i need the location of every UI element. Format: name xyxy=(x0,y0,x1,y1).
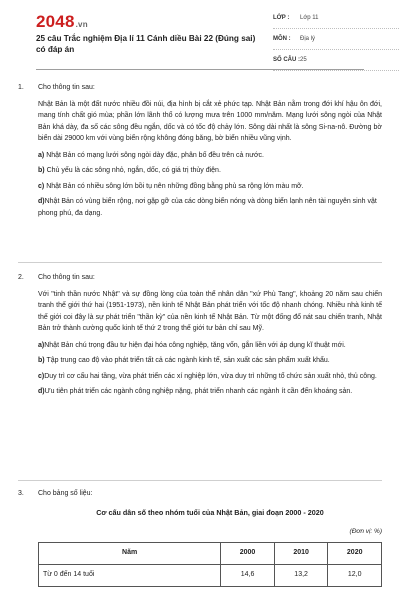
option-d xyxy=(38,196,382,219)
option-text: Nhật Bản chú trọng đầu tư hiện đại hóa công nghiệp, tăng vốn, gắn liền với áp dụng kĩ thuật mới. xyxy=(44,341,346,349)
question-body xyxy=(38,82,382,219)
meta-row-subject xyxy=(273,33,400,50)
question-intro: Cho bảng số liệu: xyxy=(38,490,93,497)
option-label: b) xyxy=(38,357,45,364)
question-2 xyxy=(18,272,382,398)
table-cell: 14,6 xyxy=(221,564,275,586)
meta-value: Địa lý xyxy=(300,36,316,42)
question-body xyxy=(38,488,382,587)
question-divider xyxy=(18,480,382,481)
option-text: Nhật Bản có vùng biển rộng, nơi gặp gỡ của các dòng biển nóng và dòng biển lạnh nên tài nguyên sinh vật phong phú, đa dạng. xyxy=(38,198,377,217)
option-label: b) xyxy=(38,167,45,174)
table-row xyxy=(39,564,382,586)
question-passage: Với "tinh thần nước Nhật" và sự đồng lòng của toàn thể nhân dân "xứ Phù Tang", khoảng 20 năm sau chiến tranh thế giới thứ hai (1951-1973), nền kinh tế Nhật Bản phát triển với tốc độ nhanh chóng. Nhiều nhà kinh tế thế giới coi đây là sự phát triển "thần kỳ" của nền kinh tế Nhật Bản. Từ một đống đổ nát sau chiến tranh, Nhật Bản trở thành cường quốc kinh tế thứ 2 trong thế giới tư bản chỉ sau Mỹ. xyxy=(38,290,382,332)
question-3 xyxy=(18,488,382,587)
option-text: Duy trì cơ cấu hai tầng, vừa phát triển các xí nghiệp lớn, vừa duy trì những tổ chức sản xuất nhỏ, thủ công. xyxy=(44,372,377,380)
question-body xyxy=(38,272,382,398)
header-divider xyxy=(36,69,364,70)
question-intro: Cho thông tin sau: xyxy=(38,274,95,281)
question-intro: Cho thông tin sau: xyxy=(38,84,95,91)
table-header-row xyxy=(39,542,382,564)
meta-value: 25 xyxy=(300,57,307,63)
table-cell: 12,0 xyxy=(328,564,382,586)
meta-row-class xyxy=(273,12,400,29)
option-label: d) xyxy=(38,388,45,395)
document-title: 25 câu Trắc nghiệm Địa lí 11 Cánh diều Bài 22 (Đúng sai) có đáp án xyxy=(36,34,256,54)
question-1 xyxy=(18,82,382,219)
option-c xyxy=(38,181,382,193)
data-table xyxy=(38,542,382,587)
table-cell: 13,2 xyxy=(274,564,328,586)
table-cell: Từ 0 đến 14 tuổi xyxy=(39,564,221,586)
table-header-cell: 2010 xyxy=(274,542,328,564)
document-header xyxy=(18,0,382,76)
meta-key: MÔN : xyxy=(273,36,291,42)
option-label: c) xyxy=(38,182,45,190)
option-label: a) xyxy=(38,151,45,159)
option-label: a) xyxy=(38,341,45,349)
option-d xyxy=(38,386,382,398)
option-c xyxy=(38,371,382,383)
meta-key: LỚP : xyxy=(273,15,290,21)
option-b xyxy=(38,355,382,367)
option-text: Nhật Bản có mạng lưới sông ngòi dày đặc, phân bố đều trên cả nước. xyxy=(46,151,264,159)
meta-key: SỐ CÂU : xyxy=(273,57,300,63)
question-number: 1. xyxy=(18,84,24,91)
meta-value: Lớp 11 xyxy=(300,15,319,21)
question-divider xyxy=(18,262,382,263)
question-number: 2. xyxy=(18,274,24,281)
table-header-cell: 2020 xyxy=(328,542,382,564)
table-unit: (Đơn vị: %) xyxy=(349,528,382,535)
logo-text: 2048 xyxy=(36,12,75,31)
logo-suffix: .vn xyxy=(75,20,88,29)
question-passage: Nhật Bản là một đất nước nhiều đồi núi, địa hình bị cắt xẻ phức tạp. Nhật Bản nằm trong đới khí hậu ôn đới, mang tính chất gió mùa; phần lớn lãnh thổ có lượng mưa trên 1000 mm/năm. Mạng lưới sông ngòi của Nhật Bản khá dày, đa số các sông đều ngắn, dốc và có tốc độ chảy lớn. Sông dài nhất là sông Si-na-nô. Đường bờ biển dài 29000 km với vùng biển rộng không đóng băng, bờ biển nhiều vũng vịnh. xyxy=(38,100,382,142)
option-b xyxy=(38,165,382,177)
table-header-cell: Năm xyxy=(39,542,221,564)
option-a xyxy=(38,340,382,352)
question-number: 3. xyxy=(18,490,24,497)
option-text: Chủ yếu là các sông nhỏ, ngắn, dốc, có giá trị thủy điện. xyxy=(46,167,221,174)
option-text: Nhật Bản có nhiều sông lớn bồi tụ nên những đồng bằng phù sa rộng lớn màu mỡ. xyxy=(46,182,304,190)
table-header-cell: 2000 xyxy=(221,542,275,564)
option-text: Ưu tiên phát triển các ngành công nghiệp nặng, phát triển nhanh các ngành ít cần đến khoáng sản. xyxy=(44,388,353,395)
option-label: c) xyxy=(38,372,45,380)
option-text: Tập trung cao độ vào phát triển tất cả các ngành kinh tế, sản xuất các sản phẩm xuất khẩu. xyxy=(46,357,330,364)
option-a xyxy=(38,150,382,162)
table-title: Cơ cấu dân số theo nhóm tuổi của Nhật Bản, giai đoạn 2000 - 2020 xyxy=(96,507,324,517)
site-logo[interactable] xyxy=(36,12,88,32)
option-label: d) xyxy=(38,198,45,205)
metadata-panel xyxy=(273,12,400,75)
